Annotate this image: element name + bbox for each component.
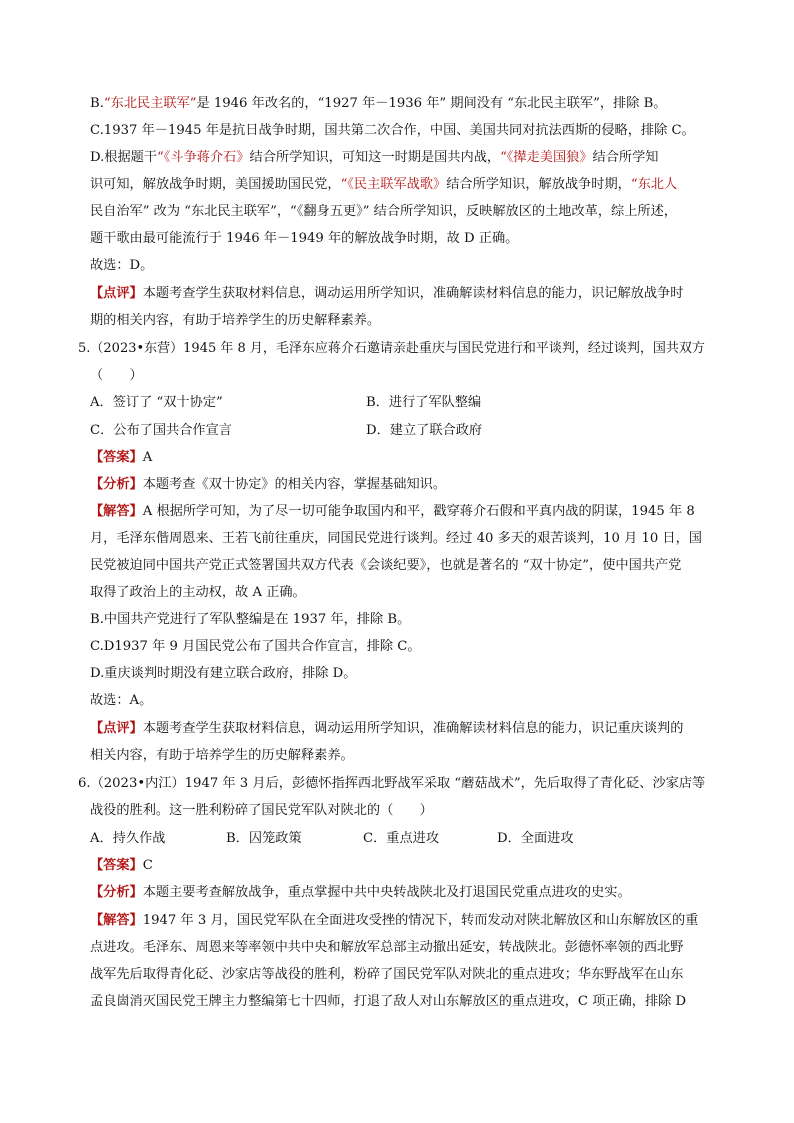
q4-review-line1: 【点评】本题考查学生获取材料信息，调动运用所学知识，准确解读材料信息的能力，识记解放战争时 [90, 286, 684, 301]
q4-option-d-explanation-line2: 识可知，解放战争时期，美国援助国民党，“《民主联军战歌》结合所学知识，解放战争时期，“东北人 [90, 177, 678, 192]
q5-solution-line2: 月，毛泽东偕周恩来、王若飞前往重庆，同国民党进行谈判。经过 40 多天的艰苦谈判，10 月 10 日，国 [90, 531, 702, 546]
q5-answer: 【答案】A [90, 450, 153, 465]
q6-option-d: D．全面进攻 [497, 831, 574, 846]
q5-option-a: A．签订了 “双十协定” [90, 395, 223, 410]
q4-option-d-explanation-line3: 民自治军” 改为 “东北民主联军”，“《翻身五更》” 结合所学知识，反映解放区的土地改革，综上所述， [90, 204, 677, 219]
q6-solution-line2: 点进攻。毛泽东、周恩来等率领中共中央和解放军总部主动撤出延安，转战陕北。彭德怀率领的西北野 [90, 940, 684, 955]
q5-choice: 故选：A。 [90, 693, 153, 708]
q4-option-d-explanation-line4: 题干歌由最可能流行于 1946 年－1949 年的解放战争时期，故 D 正确。 [90, 231, 519, 246]
q5-review-line1: 【点评】本题考查学生获取材料信息，调动运用所学知识，准确解读材料信息的能力，识记重庆谈判的 [90, 721, 684, 736]
q4-review-line2: 期的相关内容，有助于培养学生的历史解释素养。 [90, 313, 381, 328]
q4-option-b-explanation: B.“东北民主联军”是 1946 年改名的，“1927 年－1936 年” 期间没有 “东北民主联军”，排除 B。 [90, 96, 667, 111]
q5-option-c: C．公布了国共合作宣言 [90, 423, 232, 438]
q5-stem-line2: （ ） [90, 368, 143, 383]
q5-solution-line3: 民党被迫同中国共产党正式签署国共双方代表《会谈纪要》，也就是著名的 “双十协定”，使中国共产党 [90, 558, 682, 573]
q5-solution-line4: 取得了政治上的主动权，故 A 正确。 [90, 585, 306, 600]
q6-option-c: C．重点进攻 [363, 831, 440, 846]
q5-option-b: B．进行了军队整编 [366, 395, 482, 410]
q6-solution-line4: 孟良崮消灭国民党王牌主力整编第七十四师，打退了敌人对山东解放区的重点进攻，C 项正确，排除 D [90, 994, 687, 1009]
q6-solution-line1: 【解答】1947 年 3 月，国民党军队在全面进攻受挫的情况下，转而发动对陕北解放区和山东解放区的重 [90, 913, 699, 928]
q5-review-line2: 相关内容，有助于培养学生的历史解释素养。 [90, 748, 354, 763]
q6-stem-line2: 战役的胜利。这一胜利粉碎了国民党军队对陕北的（ ） [90, 803, 433, 818]
q6-solution-line3: 战军先后取得青化砭、沙家店等战役的胜利，粉碎了国民党军队对陕北的重点进攻；华东野战军在山东 [90, 967, 684, 982]
q6-option-a: A．持久作战 [90, 831, 166, 846]
q5-stem-line1: 5.（2023•东营）1945 年 8 月，毛泽东应蒋介石邀请亲赴重庆与国民党进行和平谈判，经过谈判，国共双方 [78, 341, 705, 356]
q4-choice: 故选：D。 [90, 258, 154, 273]
q4-option-c-explanation: C.1937 年－1945 年是抗日战争时期，国共第二次合作，中国、美国共同对抗法西斯的侵略，排除 C。 [90, 123, 695, 138]
q5-option-d-explanation: D.重庆谈判时期没有建立联合政府，排除 D。 [90, 666, 357, 681]
q5-option-b-explanation: B.中国共产党进行了军队整编是在 1937 年，排除 B。 [90, 612, 411, 627]
q6-answer: 【答案】C [90, 858, 153, 873]
q6-stem-line1: 6.（2023•内江）1947 年 3 月后，彭德怀指挥西北野战军采取 “蘑菇战术”，先后取得了青化砭、沙家店等 [78, 776, 706, 791]
q5-option-d: D．建立了联合政府 [366, 423, 483, 438]
q5-solution-line1: 【解答】A 根据所学可知，为了尽一切可能争取国内和平，戳穿蒋介石假和平真内战的阴谋，1945 年 8 [90, 504, 695, 519]
q5-analysis: 【分析】本题考查《双十协定》的相关内容，掌握基础知识。 [90, 477, 447, 492]
q6-analysis: 【分析】本题主要考查解放战争，重点掌握中共中央转战陕北及打退国民党重点进攻的史实。 [90, 885, 631, 900]
q4-option-d-explanation-line1: D.根据题干“《斗争蒋介石》结合所学知识，可知这一时期是国共内战，“《撵走美国狼》结合所学知 [90, 150, 659, 165]
q5-option-c-explanation: C.D1937 年 9 月国民党公布了国共合作宣言，排除 C。 [90, 639, 421, 654]
q6-option-b: B．囚笼政策 [226, 831, 302, 846]
